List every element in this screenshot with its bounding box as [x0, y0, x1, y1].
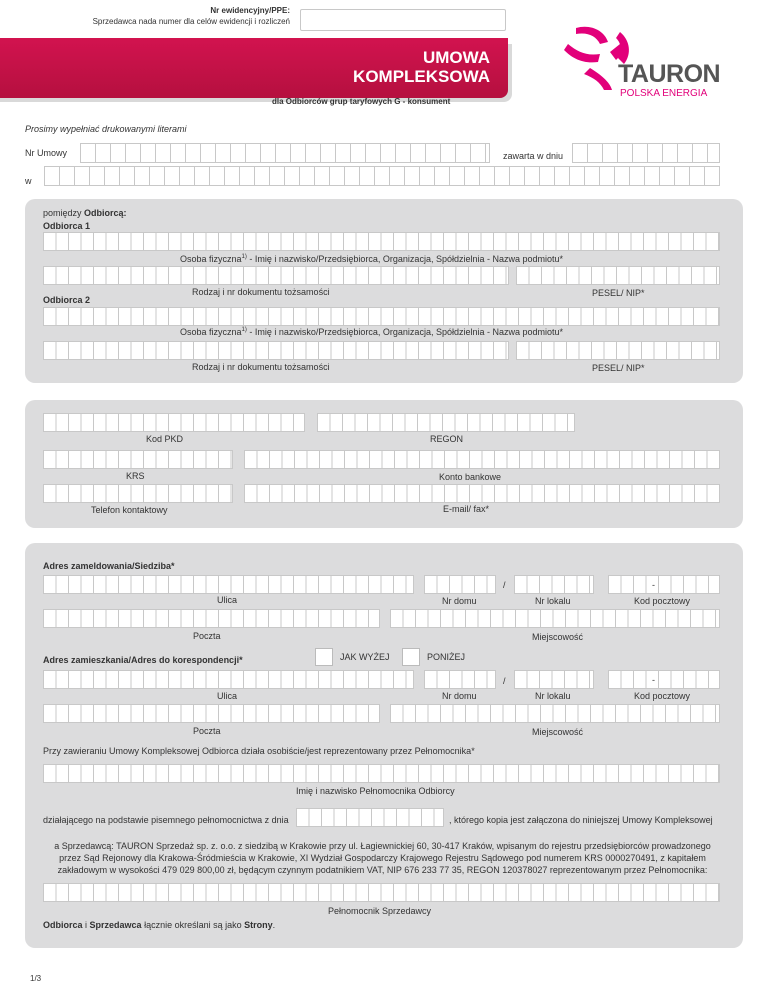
odbiorca2-name-input[interactable] — [43, 307, 720, 326]
odbiorca1-label: Odbiorca 1 — [43, 221, 91, 231]
jak-wyzej-label: JAK WYŻEJ — [340, 652, 390, 662]
konto-input[interactable] — [244, 450, 720, 469]
email-label: E-mail/ fax* — [443, 504, 490, 514]
strony-line: Odbiorca i Sprzedawca łącznie określani są jako Strony. — [43, 920, 276, 930]
nrdomu1-input[interactable] — [424, 575, 496, 594]
miejscowosc2-input[interactable] — [390, 704, 720, 723]
nrlokalu1-label: Nr lokalu — [535, 596, 571, 606]
tauron-logo — [560, 22, 740, 102]
brand-sub: POLSKA ENERGIA — [620, 88, 708, 99]
seller-line1: a Sprzedawcą: TAURON Sprzedaż sp. z. o.o. z siedzibą w Krakowie przy ul. Łagiewnickiej 60, 30-417 Kraków, wpisanym do rejestru przedsiębiorców prowadzonego — [54, 841, 711, 851]
title-line2: KOMPLEKSOWA — [353, 67, 490, 86]
kopia-label: , którego kopia jest załączona do niniejszej Umowy Kompleksowej — [449, 815, 713, 825]
pelnomocnik-odbiorcy-input[interactable] — [43, 764, 720, 783]
pesel1-label: PESEL/ NIP* — [592, 288, 645, 298]
pkd-label: Kod PKD — [146, 434, 184, 444]
ponizej-label: PONIŻEJ — [427, 652, 466, 662]
slash2: / — [503, 676, 506, 686]
title-line1: UMOWA — [422, 48, 490, 67]
subtitle: dla Odbiorców grup taryfowych G - konsument — [272, 97, 451, 106]
dash1: - — [652, 580, 655, 590]
poczta2-label: Poczta — [193, 726, 221, 736]
osoba2-label: Osoba fizyczna$^{1)}$ - Imię i nazwisko/Przedsiębiorca, Organizacja, Spółdzielnia - Nazwa podmiotu* — [180, 327, 564, 337]
ppe-label: Nr ewidencyjny/PPE: — [210, 6, 290, 15]
ponizej-checkbox[interactable] — [402, 648, 420, 666]
krs-label: KRS — [126, 471, 145, 481]
krs-input[interactable] — [43, 450, 233, 469]
miejscowosc1-input[interactable] — [390, 609, 720, 628]
nrdomu2-label: Nr domu — [442, 691, 477, 701]
poczta2-input[interactable] — [43, 704, 380, 723]
odbiorca2-doc-input[interactable] — [43, 341, 509, 360]
konto-label: Konto bankowe — [439, 472, 502, 482]
seller-line2: przez Sąd Rejonowy dla Krakowa-Śródmieścia w Krakowie, XI Wydział Gospodarczy Krajowego Rejestru Sądowego pod numerem KRS 0000270491, z kapitałem — [59, 853, 706, 863]
pelnomocnik-sprzedawcy-label: Pełnomocnik Sprzedawcy — [328, 906, 432, 916]
kod2-label: Kod pocztowy — [634, 691, 691, 701]
ulica1-label: Ulica — [217, 595, 238, 605]
ulica1-input[interactable] — [43, 575, 414, 594]
email-input[interactable] — [244, 484, 720, 503]
page-number: 1/3 — [30, 974, 42, 983]
pelnomocnik-odbiorcy-label: Imię i nazwisko Pełnomocnika Odbiorcy — [296, 786, 455, 796]
odbiorca1-name-input[interactable] — [43, 232, 720, 251]
jak-wyzej-checkbox[interactable] — [315, 648, 333, 666]
miejscowosc1-label: Miejscowość — [532, 632, 584, 642]
telefon-label: Telefon kontaktowy — [91, 505, 168, 515]
ulica2-label: Ulica — [217, 691, 238, 701]
nrdomu2-input[interactable] — [424, 670, 496, 689]
nrlokalu2-label: Nr lokalu — [535, 691, 571, 701]
nrdomu1-label: Nr domu — [442, 596, 477, 606]
ppe-sub: Sprzedawca nada numer dla celów ewidencji i rozliczeń — [92, 17, 290, 26]
w-label: w — [25, 176, 32, 186]
place-input[interactable] — [44, 166, 720, 186]
odbiorca2-pesel-input[interactable] — [516, 341, 720, 360]
kod1-input[interactable] — [608, 575, 720, 594]
kod2-input[interactable] — [608, 670, 720, 689]
date-input[interactable] — [572, 143, 720, 163]
nr-umowy-label: Nr Umowy — [25, 148, 67, 158]
zawarta-label: zawarta w dniu — [503, 151, 564, 161]
regon-label: REGON — [430, 434, 464, 444]
dzialajacego-label: działającego na podstawie pisemnego pełnomocnictwa z dnia — [43, 815, 289, 825]
slash1: / — [503, 580, 506, 590]
pkd-input[interactable] — [43, 413, 305, 432]
nr-umowy-input[interactable] — [80, 143, 490, 163]
regon-input[interactable] — [317, 413, 575, 432]
instruction: Prosimy wypełniać drukowanymi literami — [25, 124, 187, 134]
kod1-label: Kod pocztowy — [634, 596, 691, 606]
pelnomocnictwo-date-input[interactable] — [296, 808, 444, 827]
nrlokalu2-input[interactable] — [514, 670, 594, 689]
ulica2-input[interactable] — [43, 670, 414, 689]
korespondencji-label: Adres zamieszkania/Adres do korespondencji* — [43, 655, 243, 665]
telefon-input[interactable] — [43, 484, 233, 503]
zameldowania-label: Adres zameldowania/Siedziba* — [43, 561, 175, 571]
odbiorca1-doc-input[interactable] — [43, 266, 509, 285]
miejscowosc2-label: Miejscowość — [532, 727, 584, 737]
poczta1-label: Poczta — [193, 631, 221, 641]
dash2: - — [652, 675, 655, 685]
pelnomocnik-sprzedawcy-input[interactable] — [43, 883, 720, 902]
odbiorca2-label: Odbiorca 2 — [43, 295, 91, 305]
brand-main: TAURON — [618, 60, 721, 88]
dokument1-label: Rodzaj i nr dokumentu tożsamości — [192, 287, 330, 297]
seller-line3: zakładowym w wysokości 479 029 800,00 zł, będącym czynnym podatnikiem VAT, NIP 676 233 77 35, REGON 120378027 reprezentowanym przez Pełnomocnika: — [57, 865, 708, 875]
pomiedzy-line: pomiędzy Odbiorcą: — [43, 208, 127, 218]
pesel2-label: PESEL/ NIP* — [592, 363, 645, 373]
osoba1-label: Osoba fizyczna$^{1)}$ - Imię i nazwisko/Przedsiębiorca, Organizacja, Spółdzielnia - Nazwa podmiotu* — [180, 254, 564, 264]
nrlokalu1-input[interactable] — [514, 575, 594, 594]
dokument2-label: Rodzaj i nr dokumentu tożsamości — [192, 362, 330, 372]
poczta1-input[interactable] — [43, 609, 380, 628]
odbiorca1-pesel-input[interactable] — [516, 266, 720, 285]
proxy-intro: Przy zawieraniu Umowy Kompleksowej Odbiorca działa osobiście/jest reprezentowany przez Pełnomocnika* — [43, 746, 475, 756]
title-banner — [0, 38, 508, 98]
ppe-input[interactable] — [300, 9, 506, 31]
